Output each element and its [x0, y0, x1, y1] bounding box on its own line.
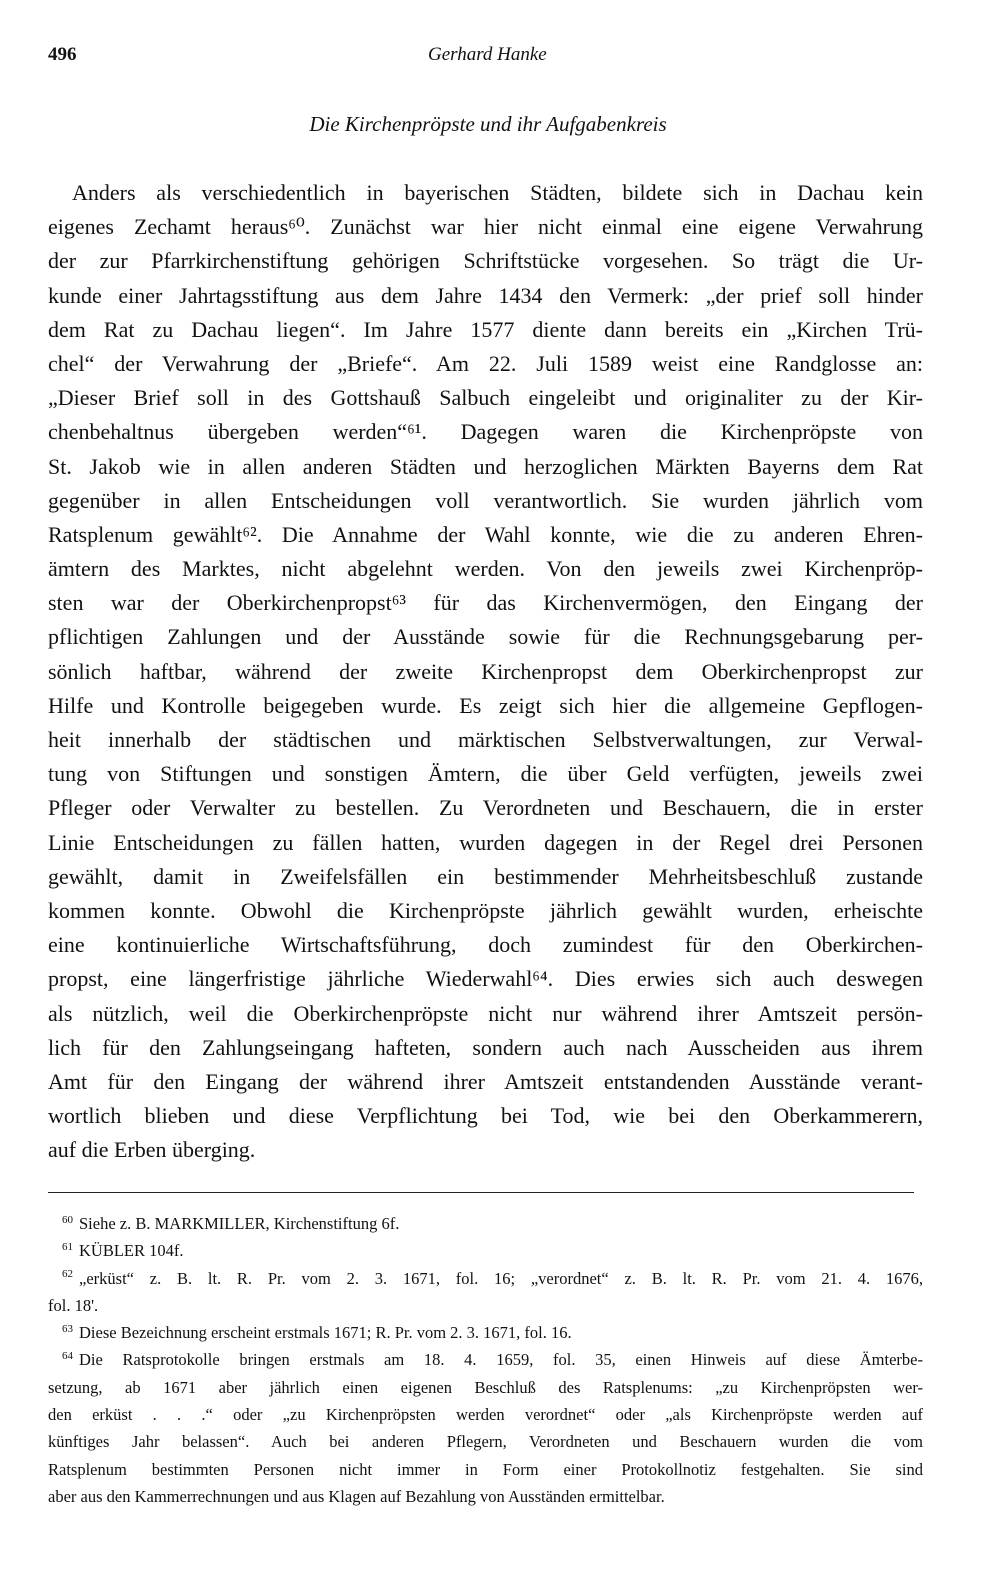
body-line: kunde einer Jahrtagsstiftung aus dem Jahre 1434 den Vermerk: „der prief soll hinder: [48, 282, 923, 308]
body-line: Amt für den Eingang der während ihrer Amtszeit entstandenden Ausstände verant-: [48, 1068, 923, 1094]
body-line: kommen konnte. Obwohl die Kirchenpröpste jährlich gewählt wurden, erheischte: [48, 897, 923, 923]
body-line: tung von Stiftungen und sonstigen Ämtern, die über Geld verfügten, jeweils zwei: [48, 761, 923, 787]
body-line: sten war der Oberkirchenpropst⁶³ für das Kirchenvermögen, den Eingang der: [48, 590, 923, 616]
footnote-64-cont: künftiges Jahr belassen“. Auch bei anderen Pflegern, Verordneten und Beschauern wurden die vom: [48, 1432, 923, 1452]
body-line: propst, eine längerfristige jährliche Wiederwahl⁶⁴. Dies erwies sich auch deswegen: [48, 966, 923, 992]
body-paragraph: [48, 176, 923, 1167]
body-line: Hilfe und Kontrolle beigegeben wurde. Es zeigt sich hier die allgemeine Gepflogen-: [48, 692, 923, 718]
footnote-marker: 61: [62, 1240, 73, 1253]
body-line: gewählt, damit in Zweifelsfällen ein bestimmender Mehrheitsbeschluß zustande: [48, 863, 923, 889]
footnote-marker: 63: [62, 1322, 73, 1335]
body-line: Linie Entscheidungen zu fällen hatten, wurden dagegen in der Regel drei Personen: [48, 829, 923, 855]
footnote-62-cont: fol. 18'.: [48, 1295, 99, 1315]
footnote-64-cont: Ratsplenum bestimmten Personen nicht immer in Form einer Protokollnotiz festgehalten. Sie sind: [48, 1459, 923, 1479]
body-line: als nützlich, weil die Oberkirchenpröpste nicht nur während ihrer Amtszeit persön-: [48, 1000, 923, 1026]
body-line: Pfleger oder Verwalter zu bestellen. Zu Verordneten und Beschauern, die in erster: [48, 795, 923, 821]
footnote-64-cont: den erküst . . .“ oder „zu Kirchenpröpsten werden verordnet“ oder „als Kirchenpröpste werden auf: [48, 1405, 923, 1425]
body-line: Anders als verschiedentlich in bayerischen Städten, bildete sich in Dachau kein: [72, 180, 923, 205]
body-line: der zur Pfarrkirchenstiftung gehörigen Schriftstücke vorgesehen. So trägt die Ur-: [48, 248, 923, 274]
body-line: lich für den Zahlungseingang hafteten, sondern auch nach Ausscheiden aus ihrem: [48, 1034, 923, 1060]
footnote-63: [48, 1319, 923, 1346]
footnote-64-cont: setzung, ab 1671 aber jährlich einen eigenen Beschluß des Ratsplenums: „zu Kirchenpröpsten wer-: [48, 1377, 923, 1397]
footnote-60: [48, 1210, 923, 1237]
footnote-61: [48, 1237, 923, 1264]
body-line: chel“ der Verwahrung der „Briefe“. Am 22. Juli 1589 weist eine Randglosse an:: [48, 350, 923, 376]
body-line: chenbehaltnus übergeben werden“⁶¹. Dagegen waren die Kirchenpröpste von: [48, 419, 923, 445]
body-line: heit innerhalb der städtischen und märktischen Selbstverwaltungen, zur Verwal-: [48, 727, 923, 752]
body-line: eigenes Zechamt heraus⁶⁰. Zunächst war hier nicht einmal eine eigene Verwahrung: [48, 214, 923, 240]
footnote-text: Die Ratsprotokolle bringen erstmals am 18. 4. 1659, fol. 35, einen Hinweis auf diese Ämterbe-: [79, 1350, 923, 1370]
footnote-text: KÜBLER 104f.: [79, 1241, 184, 1261]
footnote-marker: 60: [62, 1213, 73, 1226]
footnote-64: [48, 1346, 923, 1373]
footnote-text: Diese Bezeichnung erscheint erstmals 1671; R. Pr. vom 2. 3. 1671, fol. 16.: [79, 1323, 572, 1343]
page-number: 496: [48, 44, 77, 65]
body-line: wortlich blieben und diese Verpflichtung bei Tod, wie bei den Oberkammerern,: [48, 1103, 923, 1129]
page-header: [48, 44, 928, 74]
footnote-text: Siehe z. B. MARKMILLER, Kirchenstiftung 6f.: [79, 1214, 400, 1233]
body-line: gegenüber in allen Entscheidungen voll verantwortlich. Sie wurden jährlich vom: [48, 487, 923, 513]
section-title: Die Kirchenpröpste und ihr Aufgabenkreis: [309, 112, 667, 136]
body-line: sönlich haftbar, während der zweite Kirchenpropst dem Oberkirchenpropst zur: [48, 658, 923, 684]
footnote-64-cont: aber aus den Kammerrechnungen und aus Klagen auf Bezahlung von Ausständen ermittelbar.: [48, 1486, 665, 1506]
footnotes: [48, 1210, 923, 1510]
footnote-text: „erküst“ z. B. lt. R. Pr. vom 2. 3. 1671, fol. 16; „verordnet“ z. B. lt. R. Pr. vom 21. 4. 1676,: [79, 1268, 923, 1288]
body-line: pflichtigen Zahlungen und der Ausstände sowie für die Rechnungsgebarung per-: [48, 624, 923, 650]
footnote-62: [48, 1265, 923, 1292]
footnote-divider: [48, 1192, 914, 1193]
footnote-marker: 64: [62, 1349, 73, 1362]
body-line: Ratsplenum gewählt⁶². Die Annahme der Wahl konnte, wie die zu anderen Ehren-: [48, 521, 923, 547]
body-line: dem Rat zu Dachau liegen“. Im Jahre 1577 diente dann bereits ein „Kirchen Trü-: [48, 316, 923, 342]
body-line: ämtern des Marktes, nicht abgelehnt werden. Von den jeweils zwei Kirchenpröp-: [48, 556, 923, 582]
body-line: „Dieser Brief soll in des Gottshauß Salbuch eingeleibt und originaliter zu der Kir-: [48, 385, 923, 411]
body-line: St. Jakob wie in allen anderen Städten und herzoglichen Märkten Bayerns dem Rat: [48, 453, 923, 479]
footnote-marker: 62: [62, 1268, 73, 1281]
body-line: auf die Erben überging.: [48, 1137, 256, 1163]
running-head-author: Gerhard Hanke: [428, 44, 547, 65]
body-line: eine kontinuierliche Wirtschaftsführung, doch zumindest für den Oberkirchen-: [48, 932, 923, 958]
